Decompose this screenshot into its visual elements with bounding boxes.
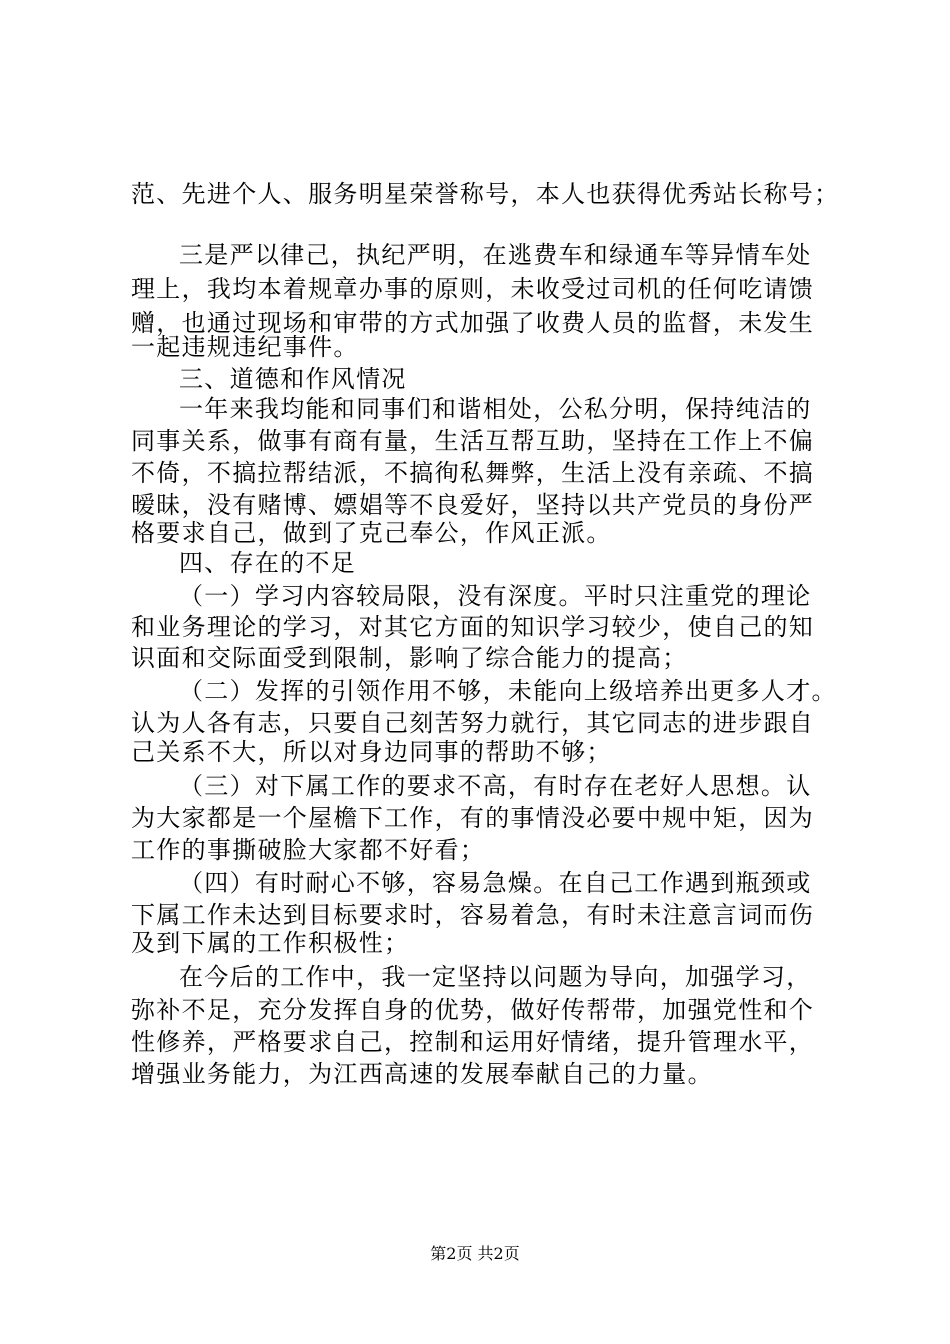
text-line: 同事关系，做事有商有量，生活互帮互助，坚持在工作上不偏 [131,427,815,455]
section-heading: 三、道德和作风情况 [179,365,407,393]
text-line: 暧昧，没有赌博、嫖娼等不良爱好，坚持以共产党员的身份严 [131,491,815,519]
text-line: 三是严以律己，执纪严明，在逃费车和绿通车等异情车处 [179,241,812,269]
text-line: 为大家都是一个屋檐下工作，有的事情没必要中规中矩，因为 [131,804,815,832]
text-line: 工作的事撕破脸大家都不好看； [131,836,486,864]
text-line: 弥补不足，充分发挥自身的优势，做好传帮带，加强党性和个 [131,996,815,1024]
text-line: 格要求自己，做到了克己奉公，作风正派。 [131,519,612,547]
text-line: 一起违规违纪事件。 [131,333,359,361]
text-line: 性修养，严格要求自己，控制和运用好情绪，提升管理水平， [131,1028,815,1056]
text-line: （一）学习内容较局限，没有深度。平时只注重党的理论 [179,582,812,610]
text-line: （二）发挥的引领作用不够，未能向上级培养出更多人才。 [179,677,837,705]
text-line: 和业务理论的学习，对其它方面的知识学习较少，使自己的知 [131,613,815,641]
text-line: 己关系不大，所以对身边同事的帮助不够； [131,738,612,766]
text-line: 增强业务能力，为江西高速的发展奉献自己的力量。 [131,1060,713,1088]
text-line: 认为人各有志，只要自己刻苦努力就行，其它同志的进步跟自 [131,709,815,737]
text-line: 及到下属的工作积极性； [131,929,410,957]
section-heading: 四、存在的不足 [179,549,357,577]
text-line: （四）有时耐心不够，容易急燥。在自己工作遇到瓶颈或 [179,869,812,897]
page-footer: 第2页 共2页 [430,1244,520,1263]
text-line: 在今后的工作中，我一定坚持以问题为导向，加强学习， [179,963,812,991]
text-line: 范、先进个人、服务明星荣誉称号，本人也获得优秀站长称号； [131,180,840,208]
text-line: 一年来我均能和同事们和谐相处，公私分明，保持纯洁的 [179,395,812,423]
text-line: （三）对下属工作的要求不高，有时存在老好人思想。认 [179,772,812,800]
text-line: 理上，我均本着规章办事的原则，未收受过司机的任何吃请馈 [131,275,815,303]
text-line: 不倚，不搞拉帮结派，不搞徇私舞弊，生活上没有亲疏、不搞 [131,459,815,487]
text-line: 下属工作未达到目标要求时，容易着急，有时未注意言词而伤 [131,901,815,929]
text-line: 识面和交际面受到限制，影响了综合能力的提高； [131,644,688,672]
text-line: 赠，也通过现场和审带的方式加强了收费人员的监督，未发生 [131,309,815,337]
